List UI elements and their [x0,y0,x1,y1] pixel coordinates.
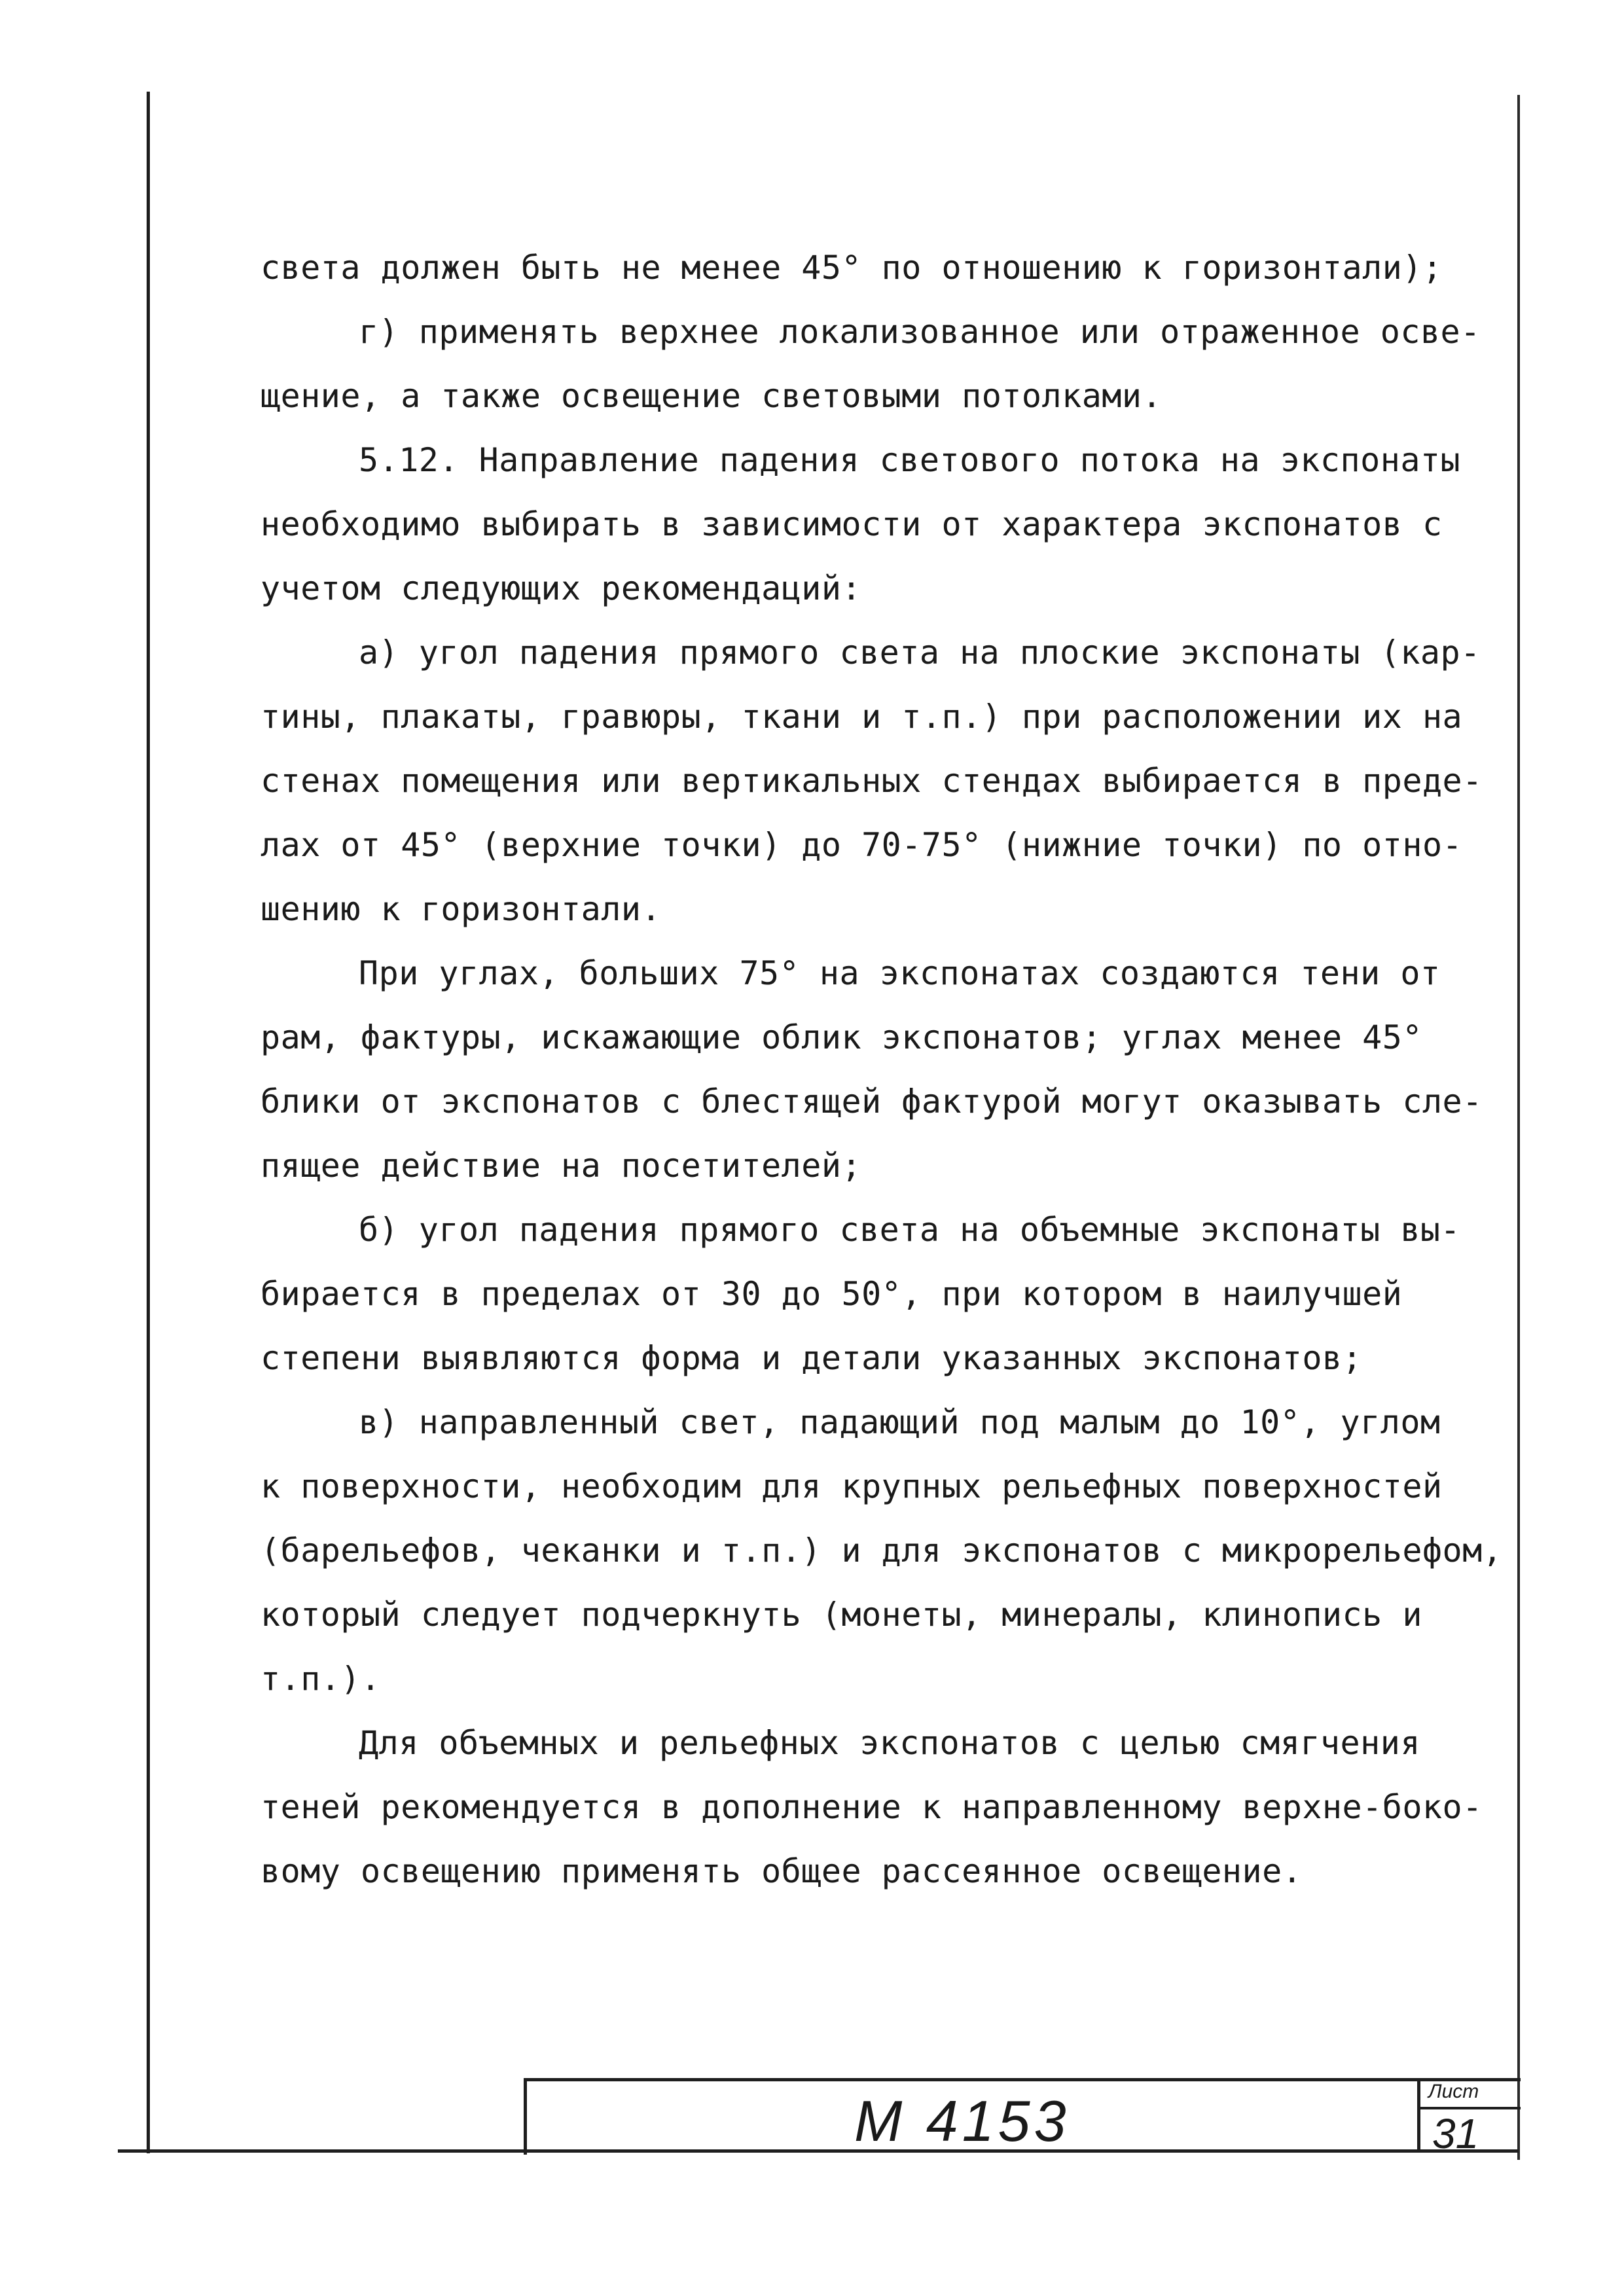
text-line: г) применять верхнее локализованное или отраженное осве- [359,313,1481,351]
text-line: света должен быть не менее 45° по отношению к горизонтали); [261,249,1443,287]
text-line: лах от 45° (верхние точки) до 70-75° (нижние точки) по отно- [261,826,1463,864]
text-line: степени выявляются форма и детали указанных экспонатов; [261,1339,1363,1377]
text-line: необходимо выбирать в зависимости от характера экспонатов с [261,505,1443,543]
text-line: вому освещению применять общее рассеянное освещение. [261,1852,1303,1890]
text-line: к поверхности, необходим для крупных рельефных поверхностей [261,1467,1443,1505]
text-line: который следует подчеркнуть (монеты, минералы, клинопись и [261,1596,1422,1634]
text-line: а) угол падения прямого света на плоские экспонаты (кар- [359,634,1481,672]
text-line: 5.12. Направление падения светового потока на экспонаты [359,441,1461,479]
text-line: Для объемных и рельефных экспонатов с целью смягчения [359,1724,1420,1762]
text-line: б) угол падения прямого света на объемные экспонаты вы- [359,1211,1461,1249]
text-line: (барельефов, чеканки и т.п.) и для экспонатов с микрорельефом, [261,1532,1503,1570]
text-line: пящее действие на посетителей; [261,1147,862,1185]
text-line: щение, а также освещение световыми потолками. [261,377,1163,415]
title-block [524,2078,1521,2155]
text-line: блики от экспонатов с блестящей фактурой могут оказывать сле- [261,1083,1483,1121]
text-line: шению к горизонтали. [261,890,662,928]
frame-left-border [147,92,150,2153]
text-line: в) направленный свет, падающий под малым до 10°, углом [359,1403,1441,1441]
text-line: учетом следующих рекомендаций: [261,569,862,607]
sheet-number-box [1417,2078,1521,2157]
sheet-label: Лист [1428,2081,1479,2102]
text-line: При углах, больших 75° на экспонатах создаются тени от [359,954,1441,992]
text-line: стенах помещения или вертикальных стендах выбирается в преде- [261,762,1483,800]
text-line: теней рекомендуется в дополнение к направленному верхне-боко- [261,1788,1483,1826]
document-designation: М 4153 [854,2089,1070,2153]
sheet-number: 31 [1432,2110,1479,2157]
text-line: рам, фактуры, искажающие облик экспонатов; углах менее 45° [261,1018,1422,1056]
text-line: тины, плакаты, гравюры, ткани и т.п.) при расположении их на [261,698,1463,736]
text-line: бирается в пределах от 30 до 50°, при котором в наилучшей [261,1275,1403,1313]
document-body [261,236,1503,1903]
text-line: т.п.). [261,1660,381,1698]
frame-right-border [1517,95,1520,2160]
